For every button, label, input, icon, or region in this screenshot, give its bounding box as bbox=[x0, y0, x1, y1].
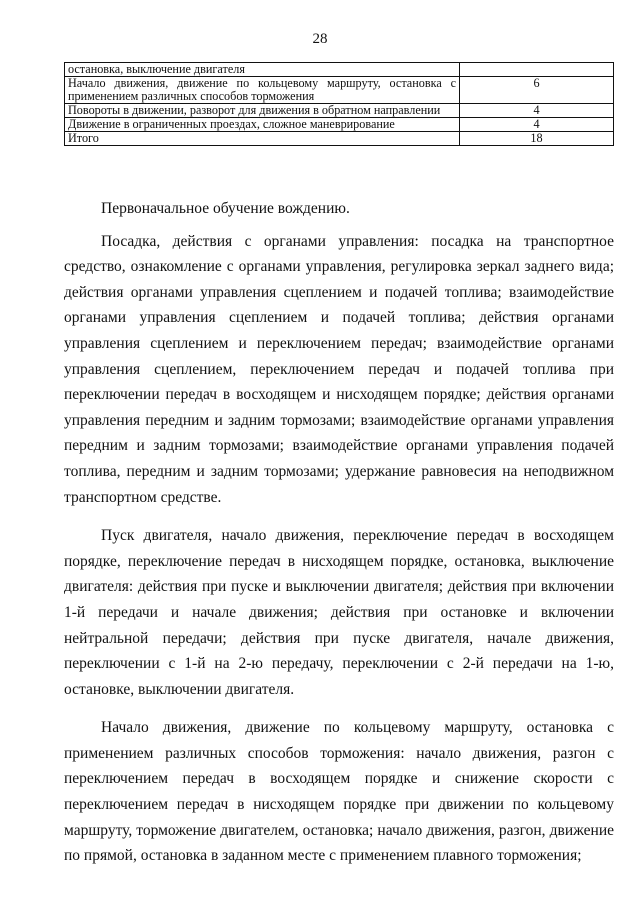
table-cell-topic: Движение в ограниченных проездах, сложное маневрирование bbox=[65, 118, 460, 132]
paragraph-engine-start: Пуск двигателя, начало движения, переключение передач в восходящем порядке, переключение передач в нисходящем порядке, остановка, выключение двигателя: действия при пуске и выключении двигателя; действия при включении 1-й передачи и начале движения; действия при остановке и включении нейтральной передачи; действия при пуске двигателя, начале движения, переключении с 1-й на 2-ю передачу, переключении с 2-й передачи на 1-ю, остановке, выключении двигателя. bbox=[64, 527, 614, 698]
table-cell-topic: Начало движения, движение по кольцевому маршруту, остановка с применением различных способов торможения bbox=[65, 77, 460, 104]
table-cell-hours: 6 bbox=[460, 77, 614, 104]
paragraph-controls: Посадка, действия с органами управления: посадка на транспортное средство, ознакомление с органами управления, регулировка зеркал заднего вида; действия органами управления сцеплением и подачей топлива; взаимодействие органами управления сцеплением и подачей топлива; действия органами управления сцеплением и переключением передач; взаимодействие органами управления сцеплением, переключением передач и подачей топлива при переключении передач в восходящем и нисходящем порядке; действия органами управления передним и задним тормозами; взаимодействие органами управления передним и задним тормозами; взаимодействие органами управления подачей топлива, передним и задним тормозами; удержание равновесия на неподвижном транспортном средстве. bbox=[64, 232, 614, 506]
table-total-row bbox=[65, 132, 614, 146]
training-hours-table bbox=[64, 62, 614, 146]
table-cell-total-hours: 18 bbox=[460, 132, 614, 146]
table-cell-hours bbox=[460, 63, 614, 77]
table-row bbox=[65, 77, 614, 104]
table-cell-hours: 4 bbox=[460, 104, 614, 118]
table-cell-hours: 4 bbox=[460, 118, 614, 132]
paragraph-ring-route: Начало движения, движение по кольцевому маршруту, остановка с применением различных способов торможения: начало движения, разгон с переключением передач в восходящем порядке и снижение скорости с переключением передач в нисходящем порядке при движении по кольцевому маршруту, торможение двигателем, остановка; начало движения, разгон, движение по прямой, остановка в заданном месте с применением плавного торможения; bbox=[64, 719, 614, 865]
table-cell-topic: остановка, выключение двигателя bbox=[65, 63, 460, 77]
table-row bbox=[65, 104, 614, 118]
table-row bbox=[65, 63, 614, 77]
page-number: 28 bbox=[312, 31, 328, 47]
table-cell-topic: Повороты в движении, разворот для движения в обратном направлении bbox=[65, 104, 460, 118]
section-heading: Первоначальное обучение вождению. bbox=[101, 200, 350, 217]
table-row bbox=[65, 118, 614, 132]
table-cell-total-label: Итого bbox=[65, 132, 460, 146]
document-body bbox=[64, 196, 614, 869]
